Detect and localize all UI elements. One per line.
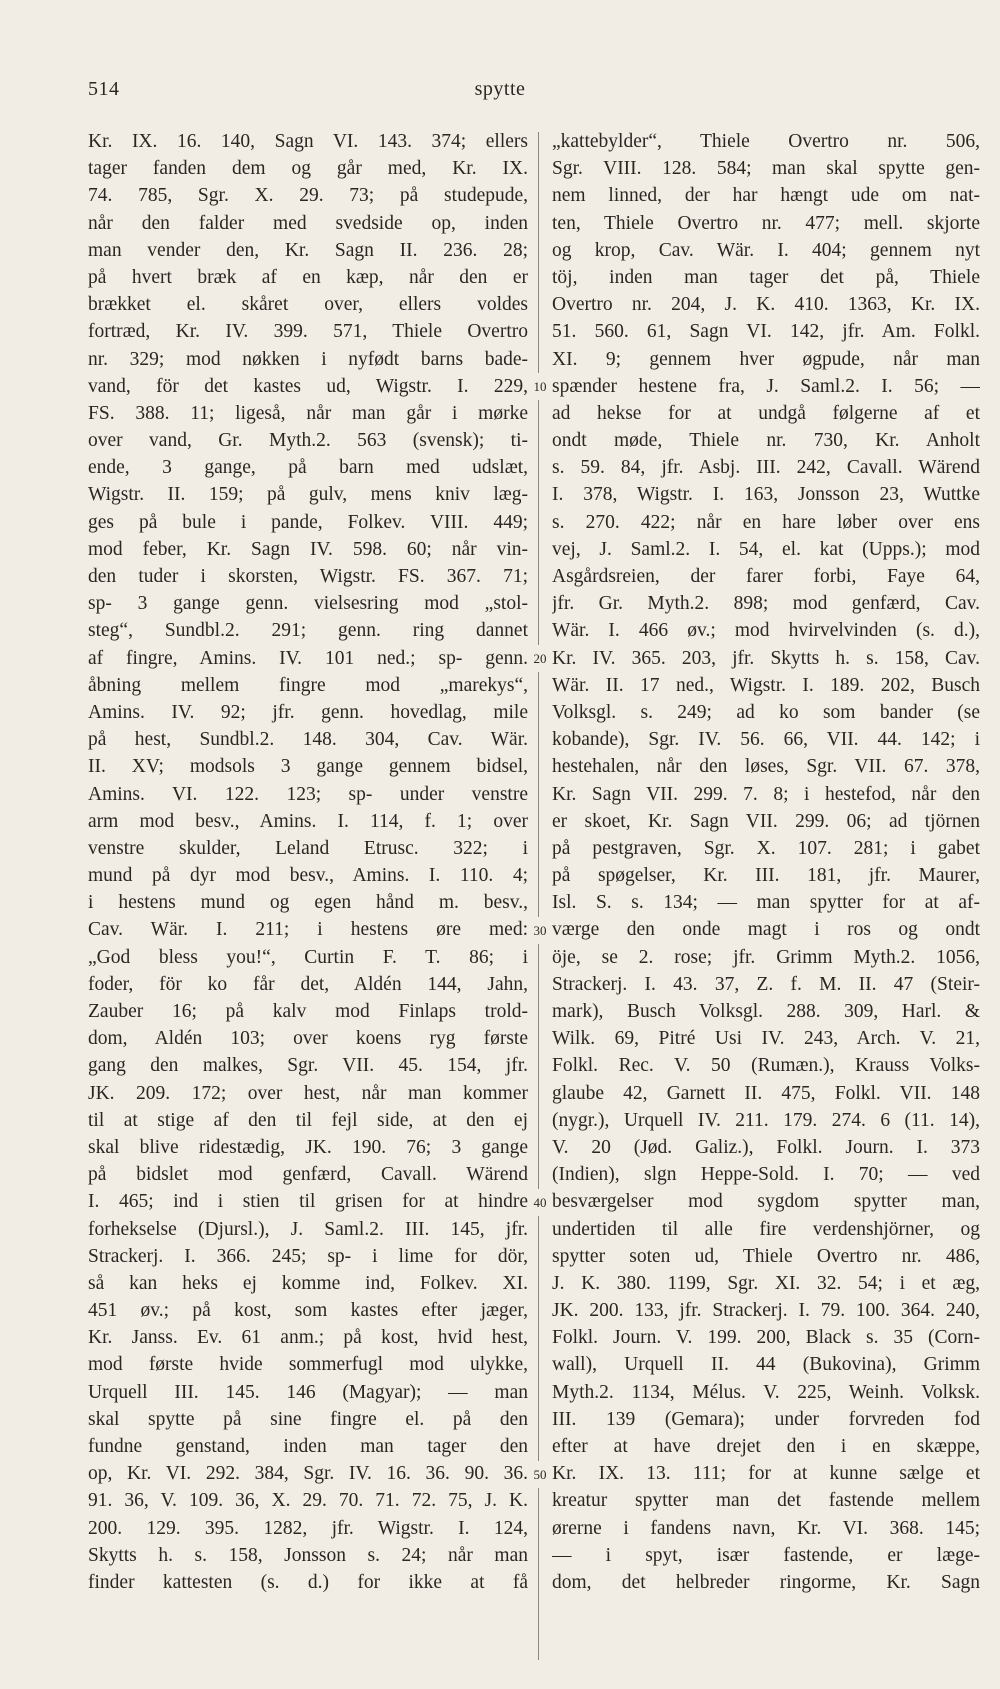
- text-line: over vand, Gr. Myth.2. 563 (svensk); ti-: [88, 430, 528, 452]
- text-line: brækket el. skåret over, ellers voldes: [88, 294, 528, 316]
- text-line: wall), Urquell II. 44 (Bukovina), Grimm: [552, 1354, 980, 1376]
- text-line: nem linned, der har hængt ude om nat-: [552, 185, 980, 207]
- text-line: skal spytte på sine fingre el. på den: [88, 1408, 528, 1430]
- text-line: mod feber, Kr. Sagn IV. 598. 60; når vin-: [88, 538, 528, 560]
- text-line: Wilk. 69, Pitré Usi IV. 243, Arch. V. 21,: [552, 1028, 980, 1050]
- text-line: I. 465; ind i stien til grisen for at hindre: [88, 1191, 528, 1213]
- text-line: Kr. Sagn VII. 299. 7. 8; i hestefod, når den: [552, 783, 980, 805]
- text-line: steg“, Sundbl.2. 291; genn. ring dannet: [88, 620, 528, 642]
- text-line: af fingre, Amins. IV. 101 ned.; sp- genn.: [88, 647, 528, 669]
- left-text-column: [88, 128, 528, 1596]
- text-line: åbning mellem fingre mod „marekys“,: [88, 674, 528, 696]
- text-line: vand, för det kastes ud, Wigstr. I. 229,: [88, 375, 528, 397]
- text-line: hestehalen, når den løses, Sgr. VII. 67. 378,: [552, 756, 980, 778]
- text-line: dom, Aldén 103; over koens ryg første: [88, 1028, 528, 1050]
- text-line: 51. 560. 61, Sagn VI. 142, jfr. Am. Folkl.: [552, 321, 980, 343]
- text-line: venstre skulder, Leland Etrusc. 322; i: [88, 837, 528, 859]
- text-line: 451 øv.; på kost, som kastes efter jæger,: [88, 1300, 528, 1322]
- text-line: sp- 3 gange genn. vielsesring mod „stol-: [88, 593, 528, 615]
- text-line: kreatur spytter man det fastende mellem: [552, 1490, 980, 1512]
- text-line: undertiden til alle fire verdenshjörner, og: [552, 1218, 980, 1240]
- text-line: Kr. IV. 365. 203, jfr. Skytts h. s. 158, Cav.: [552, 647, 980, 669]
- text-line: Cav. Wär. I. 211; i hestens øre med:: [88, 919, 528, 941]
- running-head: spytte: [474, 78, 526, 100]
- text-line: Kr. IX. 16. 140, Sagn VI. 143. 374; ellers: [88, 131, 528, 152]
- text-line: kobande), Sgr. IV. 56. 66, VII. 44. 142; i: [552, 729, 980, 751]
- line-number-marker: 10: [528, 373, 552, 400]
- text-line: s. 59. 84, jfr. Asbj. III. 242, Cavall. Wärend: [552, 457, 980, 479]
- text-line: III. 139 (Gemara); under forvreden fod: [552, 1408, 980, 1430]
- text-line: „God bless you!“, Curtin F. T. 86; i: [88, 946, 528, 968]
- text-line: Overtro nr. 204, J. K. 410. 1363, Kr. IX.: [552, 294, 980, 316]
- text-line: besværgelser mod sygdom spytter man,: [552, 1191, 980, 1213]
- column-divider: [538, 132, 539, 1660]
- text-line: ende, 3 gange, på barn med udslæt,: [88, 457, 528, 479]
- text-line: Folkl. Journ. V. 199. 200, Black s. 35 (Corn-: [552, 1327, 980, 1349]
- text-line: på hest, Sundbl.2. 148. 304, Cav. Wär.: [88, 729, 528, 751]
- text-line: XI. 9; gennem hver øgpude, når man: [552, 348, 980, 370]
- text-line: 91. 36, V. 109. 36, X. 29. 70. 71. 72. 75, J. K.: [88, 1490, 528, 1512]
- text-line: V. 20 (Jød. Galiz.), Folkl. Journ. I. 373: [552, 1136, 980, 1158]
- text-line: 200. 129. 395. 1282, jfr. Wigstr. I. 124,: [88, 1517, 528, 1539]
- text-line: Sgr. VIII. 128. 584; man skal spytte gen-: [552, 158, 980, 180]
- text-line: s. 270. 422; når en hare løber over ens: [552, 511, 980, 533]
- text-line: på hvert bræk af en kæp, når den er: [88, 266, 528, 288]
- text-line: Myth.2. 1134, Mélus. V. 225, Weinh. Volksk.: [552, 1381, 980, 1403]
- text-line: (Indien), slgn Heppe-Sold. I. 70; — ved: [552, 1164, 980, 1186]
- text-line: glaube 42, Garnett II. 475, Folkl. VII. 148: [552, 1082, 980, 1104]
- text-line: 74. 785, Sgr. X. 29. 73; på studepude,: [88, 185, 528, 207]
- text-line: mark), Busch Volksgl. 288. 309, Harl. &: [552, 1001, 980, 1022]
- text-line: på spøgelser, Kr. III. 181, jfr. Maurer,: [552, 865, 980, 887]
- text-line: når den falder med svedside op, inden: [88, 212, 528, 234]
- text-line: mod første hvide sommerfugl mod ulykke,: [88, 1354, 528, 1376]
- text-line: forhekselse (Djursl.), J. Saml.2. III. 145, jfr.: [88, 1218, 528, 1240]
- text-line: JK. 209. 172; over hest, når man kommer: [88, 1082, 528, 1104]
- text-line: „kattebylder“, Thiele Overtro nr. 506,: [552, 131, 980, 152]
- text-line: tager fanden dem og går med, Kr. IX.: [88, 158, 528, 180]
- text-line: Kr. IX. 13. 111; for at kunne sælge et: [552, 1463, 980, 1485]
- text-line: Isl. S. s. 134; — man spytter for at af-: [552, 892, 980, 914]
- text-line: værge den onde magt i ros og ondt: [552, 919, 980, 941]
- text-line: ten, Thiele Overtro nr. 477; mell. skjorte: [552, 212, 980, 234]
- right-text-column: [552, 128, 980, 1596]
- text-line: Strackerj. I. 43. 37, Z. f. M. II. 47 (Steir-: [552, 973, 980, 995]
- line-number-marker: 20: [528, 645, 552, 672]
- page-number: 514: [88, 78, 120, 100]
- text-line: Wär. I. 466 øv.; mod hvirvelvinden (s. d.),: [552, 620, 980, 642]
- text-line: og krop, Cav. Wär. I. 404; gennem nyt: [552, 239, 980, 261]
- text-line: vej, J. Saml.2. I. 54, el. kat (Upps.); mod: [552, 538, 980, 560]
- text-line: ges på bule i pande, Folkev. VIII. 449;: [88, 511, 528, 533]
- text-line: Asgårdsreien, der farer forbi, Faye 64,: [552, 566, 980, 587]
- text-line: ad hekse for at undgå følgerne af et: [552, 402, 980, 424]
- text-line: Strackerj. I. 366. 245; sp- i lime for dör,: [88, 1245, 528, 1267]
- text-line: dom, det helbreder ringorme, Kr. Sagn: [552, 1571, 980, 1593]
- text-line: efter at have drejet den i en skæppe,: [552, 1436, 980, 1457]
- text-line: op, Kr. VI. 292. 384, Sgr. IV. 16. 36. 90. 36.: [88, 1463, 528, 1485]
- text-line: Wigstr. II. 159; på gulv, mens kniv læg-: [88, 484, 528, 506]
- text-line: arm mod besv., Amins. I. 114, f. 1; over: [88, 810, 528, 832]
- text-line: skal blive ridestædig, JK. 190. 76; 3 gange: [88, 1136, 528, 1158]
- text-line: gang den malkes, Sgr. VII. 45. 154, jfr.: [88, 1055, 528, 1077]
- text-line: spænder hestene fra, J. Saml.2. I. 56; —: [552, 375, 980, 397]
- text-line: den tuder i skorsten, Wigstr. FS. 367. 71;: [88, 566, 528, 587]
- text-line: foder, för ko får det, Aldén 144, Jahn,: [88, 973, 528, 995]
- text-line: finder kattesten (s. d.) for ikke at få: [88, 1571, 528, 1593]
- text-line: JK. 200. 133, jfr. Strackerj. I. 79. 100. 364. 240,: [552, 1300, 980, 1322]
- text-line: I. 378, Wigstr. I. 163, Jonsson 23, Wuttke: [552, 484, 980, 506]
- text-line: nr. 329; mod nøkken i nyfødt barns bade-: [88, 348, 528, 370]
- text-line: töj, inden man tager det på, Thiele: [552, 266, 980, 288]
- text-line: II. XV; modsols 3 gange gennem bidsel,: [88, 756, 528, 778]
- text-line: jfr. Gr. Myth.2. 898; mod genfærd, Cav.: [552, 593, 980, 615]
- text-line: Volksgl. s. 249; ad ko som bander (se: [552, 701, 980, 723]
- text-line: til at stige af den til fejl side, at den ej: [88, 1109, 528, 1131]
- text-line: spytter soten ud, Thiele Overtro nr. 486,: [552, 1245, 980, 1267]
- text-line: Amins. VI. 122. 123; sp- under venstre: [88, 783, 528, 805]
- text-line: FS. 388. 11; ligeså, når man går i mørke: [88, 402, 528, 424]
- text-line: ørerne i fandens navn, Kr. VI. 368. 145;: [552, 1517, 980, 1539]
- line-number-marker: 40: [528, 1189, 552, 1216]
- text-line: Wär. II. 17 ned., Wigstr. I. 189. 202, Busch: [552, 674, 980, 696]
- text-line: Skytts h. s. 158, Jonsson s. 24; når man: [88, 1544, 528, 1566]
- text-line: — i spyt, især fastende, er læge-: [552, 1544, 980, 1566]
- text-line: Kr. Janss. Ev. 61 anm.; på kost, hvid hest,: [88, 1327, 528, 1349]
- text-line: så kan heks ej komme ind, Folkev. XI.: [88, 1272, 528, 1294]
- text-line: på bidslet mod genfærd, Cavall. Wärend: [88, 1164, 528, 1186]
- text-line: Urquell III. 145. 146 (Magyar); — man: [88, 1381, 528, 1403]
- text-line: fortræd, Kr. IV. 399. 571, Thiele Overtro: [88, 321, 528, 343]
- text-line: (nygr.), Urquell IV. 211. 179. 274. 6 (11. 14),: [552, 1109, 980, 1131]
- text-line: J. K. 380. 1199, Sgr. XI. 32. 54; i et æg,: [552, 1272, 980, 1294]
- text-line: er skoet, Kr. Sagn VII. 299. 06; ad tjörnen: [552, 810, 980, 832]
- text-line: Folkl. Rec. V. 50 (Rumæn.), Krauss Volks-: [552, 1055, 980, 1077]
- text-line: ondt møde, Thiele nr. 730, Kr. Anholt: [552, 430, 980, 452]
- text-line: i hestens mund og egen hånd m. besv.,: [88, 892, 528, 914]
- text-line: man vender den, Kr. Sagn II. 236. 28;: [88, 239, 528, 261]
- text-line: Amins. IV. 92; jfr. genn. hovedlag, mile: [88, 701, 528, 723]
- line-number-marker: 30: [528, 917, 552, 944]
- text-line: mund på dyr mod besv., Amins. I. 110. 4;: [88, 865, 528, 887]
- text-line: Zauber 16; på kalv mod Finlaps trold-: [88, 1001, 528, 1022]
- text-line: fundne genstand, inden man tager den: [88, 1436, 528, 1457]
- line-number-marker: 50: [528, 1461, 552, 1488]
- text-line: öje, se 2. rose; jfr. Grimm Myth.2. 1056,: [552, 946, 980, 968]
- text-line: på pestgraven, Sgr. X. 107. 281; i gabet: [552, 837, 980, 859]
